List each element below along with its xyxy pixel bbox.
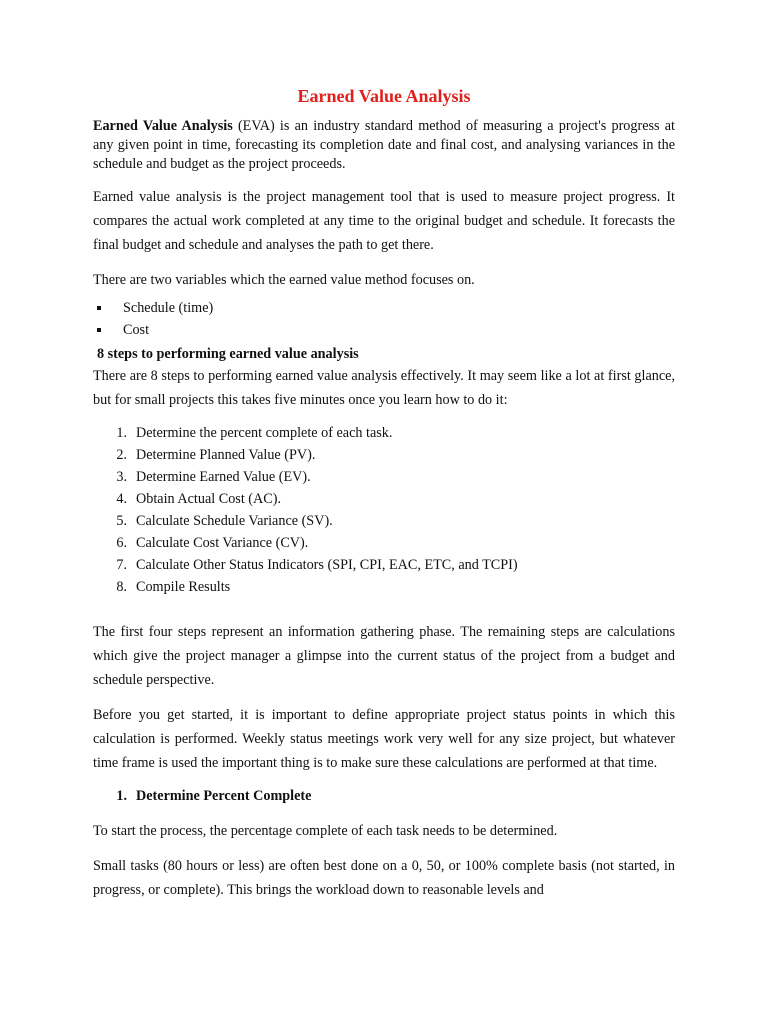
section-title: Determine Percent Complete	[136, 788, 312, 804]
list-item: 2. Determine Planned Value (PV).	[116, 447, 316, 463]
steps-intro-paragraph: There are 8 steps to performing earned value analysis effectively. It may seem like a lot at first glance, but for small projects this takes five minutes once you learn how to do it:	[93, 368, 675, 408]
list-item: 7. Calculate Other Status Indicators (SPI, CPI, EAC, ETC, and TCPI)	[116, 557, 518, 573]
list-item: 5. Calculate Schedule Variance (SV).	[116, 513, 333, 529]
info-gathering-paragraph: The first four steps represent an information gathering phase. The remaining steps are calculations which give the project manager a glimpse into the current status of the project from a budget and schedule perspective.	[93, 624, 675, 688]
steps-heading: 8 steps to performing earned value analysis	[97, 346, 359, 362]
steps-list	[93, 422, 675, 598]
list-item-label: Cost	[123, 322, 150, 338]
variables-list	[93, 297, 675, 341]
status-points-paragraph: Before you get started, it is important to define appropriate project status points in which this calculation is performed. Weekly status meetings work very well for any size project, but whatever time frame is used the important thing is to make sure these calculations are performed at that time.	[93, 707, 675, 771]
list-item: 1. Determine the percent complete of each task.	[116, 425, 393, 441]
list-item: 4. Obtain Actual Cost (AC).	[116, 491, 282, 507]
list-item	[93, 319, 675, 341]
bullet-icon	[97, 306, 101, 310]
bullet-icon	[97, 328, 101, 332]
list-item: 3. Determine Earned Value (EV).	[116, 469, 311, 485]
list-item: 6. Calculate Cost Variance (CV).	[116, 535, 309, 551]
section-number: 1.	[116, 788, 127, 804]
page-title: Earned Value Analysis	[297, 86, 471, 106]
intro-paragraph	[93, 117, 675, 174]
list-item-label: Schedule (time)	[123, 300, 214, 316]
intro-term: Earned Value Analysis	[93, 118, 233, 134]
list-item: 8. Compile Results	[116, 579, 231, 595]
list-item	[93, 297, 675, 319]
intro-text: (EVA) is an industry standard method of measuring a project's progress at any given point in time, forecasting its completion date and final cost, and analysing variances in the schedule and budget as the project proceeds.	[93, 118, 675, 172]
document-page	[93, 84, 675, 902]
section-heading	[93, 786, 675, 806]
variables-paragraph: There are two variables which the earned value method focuses on.	[93, 272, 475, 288]
small-tasks-paragraph: Small tasks (80 hours or less) are often best done on a 0, 50, or 100% complete basis (not started, in progress, or complete). This brings the workload down to reasonable levels and	[93, 858, 675, 898]
description-paragraph: Earned value analysis is the project management tool that is used to measure project progress. It compares the actual work completed at any time to the original budget and schedule. It forecasts the final budget and schedule and analyses the path to get there.	[93, 189, 675, 253]
percent-complete-paragraph: To start the process, the percentage complete of each task needs to be determined.	[93, 823, 558, 839]
